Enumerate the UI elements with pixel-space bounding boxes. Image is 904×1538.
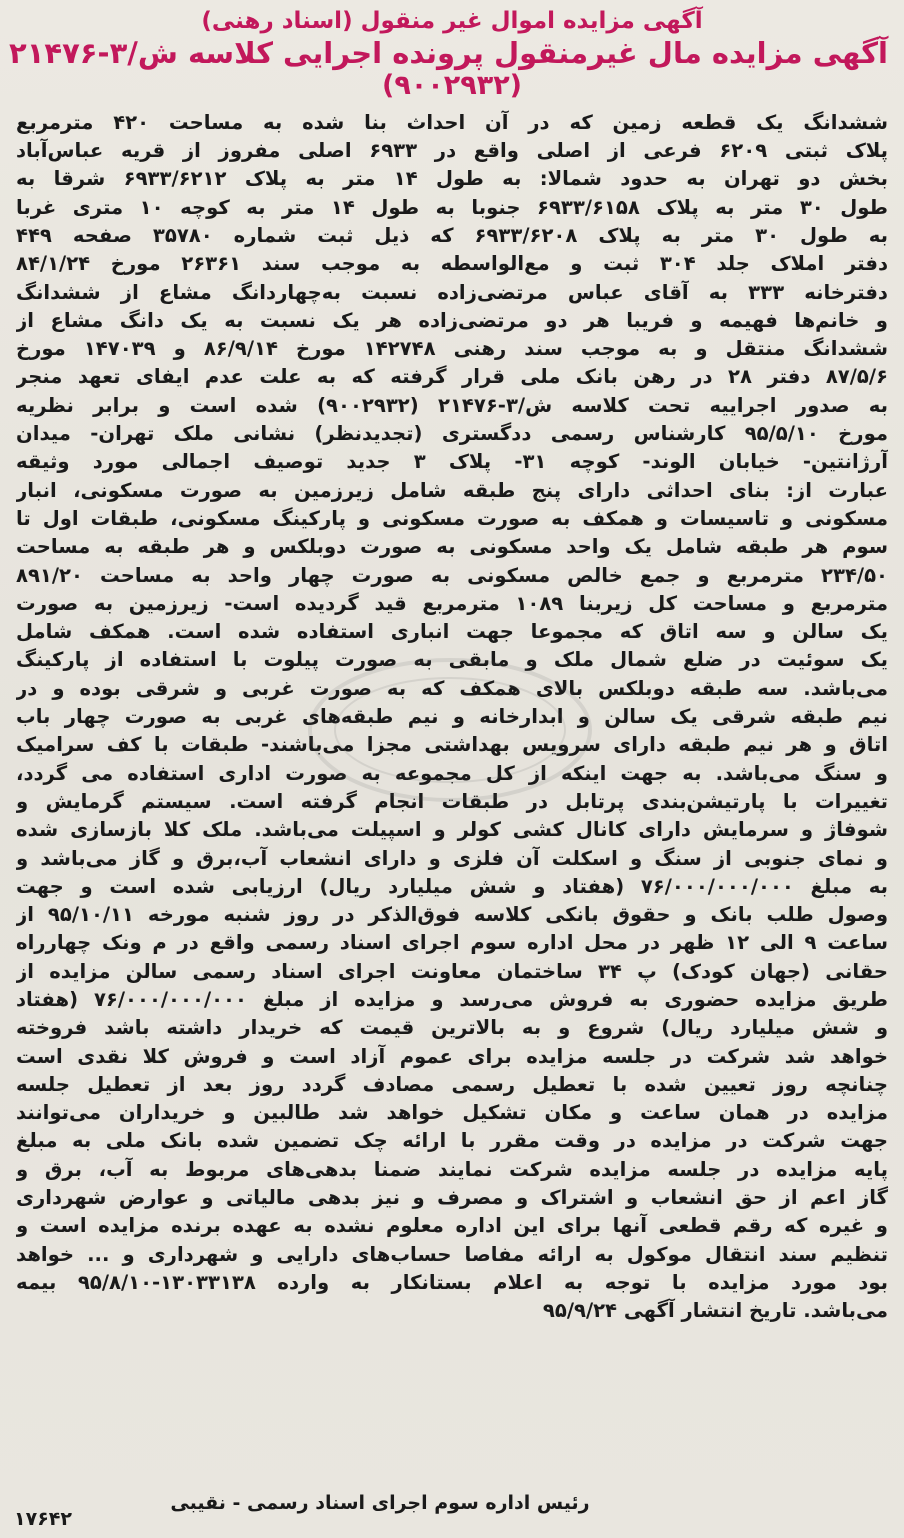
body-line: به مبلغ ۷۶/۰۰۰/۰۰۰/۰۰۰ (هفتاد و شش میلیارد ریال) ارزیابی شده است و جهت bbox=[16, 874, 888, 898]
body-line: بود مورد مزایده با توجه به اعلام بستانکار به وارده ۱۳۰۳۳۱۳۸-۹۵/۸/۱۰ بیمه bbox=[16, 1270, 888, 1294]
ad-number: ۱۷۶۴۲ bbox=[14, 1508, 72, 1530]
body-line: چنانچه روز تعیین شده با تعطیل رسمی مصادف گردد روز بعد از تعطیل جلسه bbox=[16, 1072, 888, 1096]
notice-title-3: (۹۰۰۲۹۳۲) bbox=[381, 70, 523, 102]
body-line: سوم هر طبقه شامل یک واحد مسکونی به صورت دوبلکس و هر طبقه به مساحت bbox=[16, 535, 888, 559]
body-line: شوفاژ و سرمایش دارای کانال کشی کولر و اسپیلت می‌باشد. ملک کلا بازسازی شده bbox=[16, 818, 888, 842]
notice-header bbox=[9, 8, 888, 103]
body-line: و غیره که رقم قطعی آنها برای این اداره معلوم نشده به عهده برنده مزایده است و bbox=[16, 1214, 888, 1238]
body-line: تنظیم سند انتقال موکول به ارائه مفاصا حساب‌های دارایی و شهرداری و ... خواهد bbox=[16, 1242, 888, 1266]
body-line: اتاق و هر نیم طبقه دارای سرویس بهداشتی مجزا می‌باشند- طبقات با کف سرامیک bbox=[16, 733, 888, 757]
body-line: ششدانگ یک قطعه زمین که در آن احداث بنا شده به مساحت ۴۲۰ مترمربع bbox=[16, 110, 888, 134]
body-line: تغییرات با پارتیشن‌بندی پرتابل در طبقات انجام گرفته است. سیستم گرمایش و bbox=[16, 789, 888, 813]
notice-title-1: آگهی مزایده اموال غیر منقول (اسناد رهنی) bbox=[201, 8, 703, 34]
body-line: آرژانتین- خیابان الوند- کوچه ۳۱- پلاک ۳ جدید توصیف اجمالی مورد وثیقه bbox=[16, 450, 888, 474]
notice-footer bbox=[12, 1492, 888, 1530]
notice-title-2: آگهی مزایده مال غیرمنقول پرونده اجرایی کلاسه ش/۳-۲۱۴۷۶ bbox=[9, 35, 888, 70]
body-line: طول ۳۰ متر به پلاک ۶۹۳۳/۶۱۵۸ جنوبا به طول ۱۴ متر به کوچه ۱۰ متری غربا bbox=[16, 195, 888, 219]
signature-line: رئیس اداره سوم اجرای اسناد رسمی - نقیبی bbox=[170, 1492, 590, 1514]
body-line: و نمای جنوبی از سنگ و اسکلت آن فلزی و دارای انشعاب آب،برق و گاز می‌باشد و bbox=[16, 846, 888, 870]
notice-body bbox=[16, 109, 888, 1326]
body-line: به طول ۳۰ متر به پلاک ۶۹۳۳/۶۲۰۸ که ذیل ثبت شماره ۳۵۷۸۰ صفحه ۴۴۹ bbox=[16, 223, 888, 247]
body-line: وصول طلب بانک و حقوق بانکی کلاسه فوق‌الذکر در روز شنبه مورخه ۹۵/۱۰/۱۱ از bbox=[16, 903, 888, 927]
body-line: دفترخانه ۳۳۳ به آقای عباس مرتضی‌زاده نسبت به‌چهاردانگ مشاع از ششدانگ bbox=[16, 280, 888, 304]
body-line: نیم طبقه شرقی یک سالن و ابدارخانه و نیم طبقه‌های غربی به صورت چهار باب bbox=[16, 705, 888, 729]
body-line: و سنگ می‌باشد. به جهت اینکه از کل مجموعه به صورت اداری استفاده می گردد، bbox=[16, 761, 888, 785]
body-line: و خانم‌ها فهیمه و فریبا هر دو مرتضی‌زاده هر یک نسبت به یک دانگ مشاع از bbox=[16, 308, 888, 332]
body-line: ساعت ۹ الی ۱۲ ظهر در محل اداره سوم اجرای اسناد رسمی واقع در م ونک چهارراه bbox=[16, 931, 888, 955]
body-line: می‌باشد. سه طبقه دوبلکس بالای همکف که به صورت غربی و شرقی بوده و در bbox=[16, 676, 888, 700]
body-line: مسکونی و تاسیسات و همکف به صورت مسکونی و پارکینگ مسکونی، طبقات اول تا bbox=[16, 506, 888, 530]
body-line: پایه مزایده در جلسه مزایده شرکت نمایند ضمنا بدهی‌های مربوط به آب، برق و bbox=[16, 1157, 888, 1181]
body-line: دفتر املاک جلد ۳۰۴ ثبت و مع‌الواسطه به موجب سند ۲۶۳۶۱ مورخ ۸۴/۱/۲۴ bbox=[16, 252, 888, 276]
body-line: و شش میلیارد ریال) شروع و به بالاترین قیمت که خریدار داشته باشد فروخته bbox=[16, 1016, 888, 1040]
body-line: ۸۷/۵/۶ دفتر ۲۸ در رهن بانک ملی قرار گرفته که به علت عدم ایفای تعهد منجر bbox=[16, 365, 888, 389]
body-line: به صدور اجراییه تحت کلاسه ش/۳-۲۱۴۷۶ (۹۰۰۲۹۳۲) شده است و برابر نظریه bbox=[16, 393, 888, 417]
body-line: طریق مزایده حضوری به فروش می‌رسد و مزایده از مبلغ ۷۶/۰۰۰/۰۰۰/۰۰۰ (هفتاد bbox=[16, 987, 888, 1011]
body-line: حقانی (جهان کودک) پ ۳۴ ساختمان معاونت اجرای اسناد رسمی سالن مزایده از bbox=[16, 959, 888, 983]
body-line: خواهد شد شرکت در جلسه مزایده برای عموم آزاد است و فروش کلا نقدی است bbox=[16, 1044, 888, 1068]
body-line: ۲۳۴/۵۰ مترمربع و جمع خالص مسکونی به صورت چهار واحد به مساحت ۸۹۱/۲۰ bbox=[16, 563, 888, 587]
body-line: مورخ ۹۵/۵/۱۰ کارشناس رسمی ددگستری (تجدیدنظر) نشانی ملک تهران- میدان bbox=[16, 422, 888, 446]
body-line: بخش دو تهران به حدود شمالا: به طول ۱۴ متر به پلاک ۶۹۳۳/۶۲۱۲ شرقا به bbox=[16, 167, 888, 191]
body-line: ششدانگ منتقل و به موجب سند رهنی ۱۴۲۷۴۸ مورخ ۸۶/۹/۱۴ و ۱۴۷۰۳۹ مورخ bbox=[16, 337, 888, 361]
body-line: گاز اعم از حق انشعاب و اشتراک و مصرف و نیز بدهی مالیاتی و عوارض شهرداری bbox=[16, 1186, 888, 1210]
body-line: یک سالن و سه اتاق که مجموعا جهت انباری استفاده شده است. همکف شامل bbox=[16, 620, 888, 644]
body-line: می‌باشد. تاریخ انتشار آگهی ۹۵/۹/۲۴ bbox=[542, 1299, 888, 1323]
body-line: جهت شرکت در مزایده در وقت مقرر با ارائه چک تضمین شده بانک ملی به مبلغ bbox=[16, 1129, 888, 1153]
body-line: مترمربع و مساحت کل زیربنا ۱۰۸۹ مترمربع قید گردیده است- زیرزمین به صورت bbox=[16, 591, 888, 615]
body-line: مزایده در همان ساعت و مکان تشکیل خواهد شد طالبین و خریداران می‌توانند bbox=[16, 1101, 888, 1125]
body-line: پلاک ثبتی ۶۲۰۹ فرعی از اصلی واقع در ۶۹۳۳ اصلی مفروز از قریه عباس‌آباد bbox=[16, 139, 888, 163]
body-line: یک سوئیت در ضلع شمال ملک و مابقی به صورت پیلوت با استفاده از پارکینگ bbox=[16, 648, 888, 672]
body-line: عبارت از: بنای احداثی دارای پنج طبقه شامل زیرزمین به صورت مسکونی، انبار bbox=[16, 478, 888, 502]
